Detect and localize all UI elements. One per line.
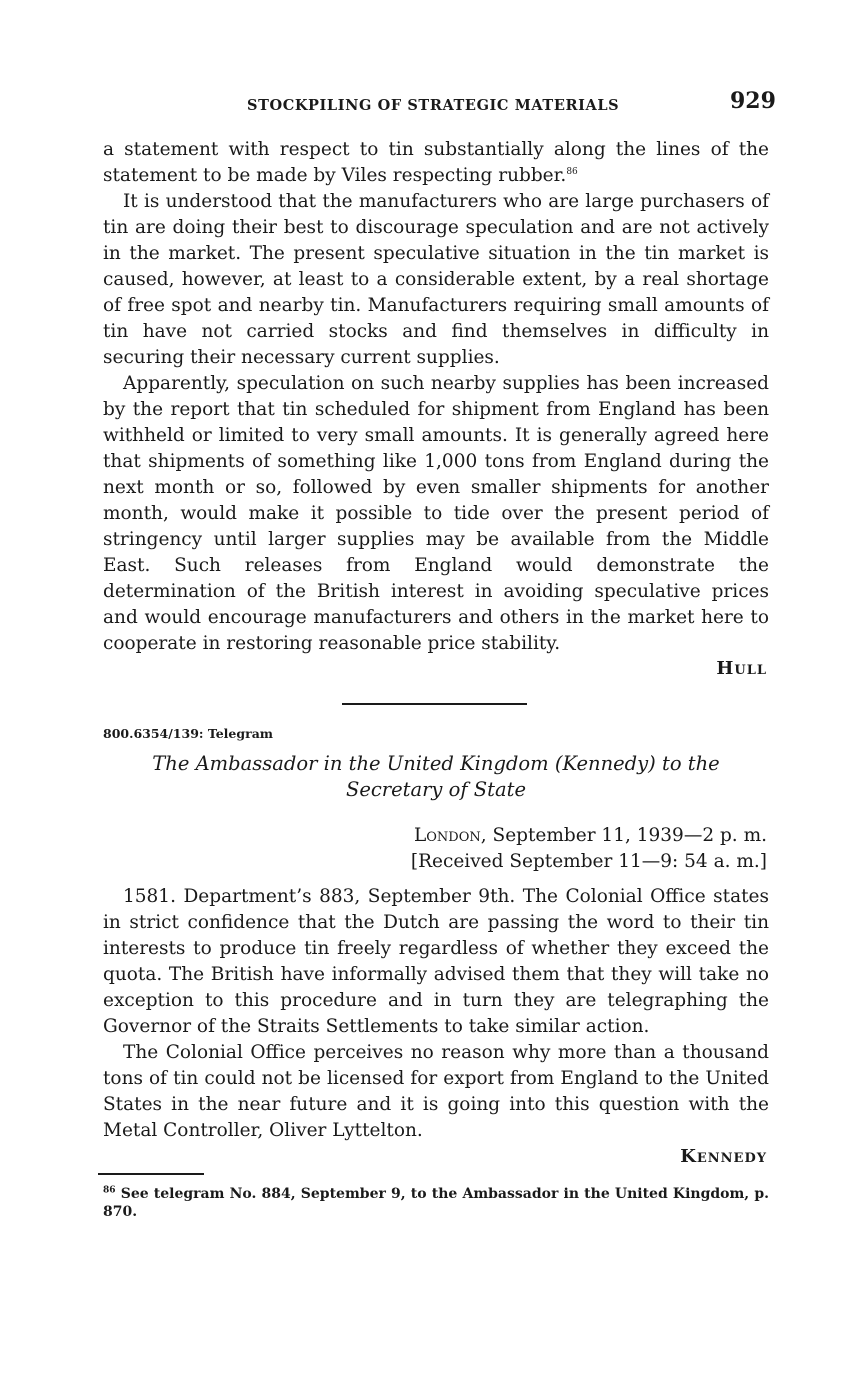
footnote-text: See telegram No. 884, September 9, to the Ambassador in the United Kingdom, p. 870.: [103, 1186, 770, 1220]
telegram-body: [103, 884, 769, 1144]
signature-kennedy: Kennedy: [680, 1146, 767, 1167]
telegram-paragraph-1: 1581. Department’s 883, September 9th. The Colonial Office states in strict confidence that the Dutch are passing the word to their tin interests to produce tin freely regardless of whether they exceed the quota. The British have informally advised them that they will take no exception to this procedure and in turn they are telegraphing the Governor of the Straits Settlements to take similar action.: [103, 886, 769, 1037]
telegram-paragraph-2: The Colonial Office perceives no reason why more than a thousand tons of tin could not be licensed for export from England to the United States in the near future and it is going into this question with the Metal Controller, Oliver Lyttelton.: [103, 1042, 769, 1141]
paragraph-1-text: a statement with respect to tin substantially along the lines of the statement to be made by Viles respecting rubber.: [103, 139, 769, 186]
paragraph-2: It is understood that the manufacturers who are large purchasers of tin are doing their best to discourage speculation and are not actively in the market. The present speculative situation in the tin market is caused, however, at least to a considerable extent, by a real shortage of free spot and nearby tin. Manufacturers requiring small amounts of tin have not carried stocks and find themselves in difficulty in securing their necessary current supplies.: [103, 191, 769, 368]
dateline: [327, 823, 767, 875]
footnote-ref: 86: [566, 166, 578, 177]
footnote: [103, 1185, 769, 1221]
section-divider: [342, 703, 527, 705]
running-title: STOCKPILING OF STRATEGIC MATERIALS: [247, 97, 620, 114]
dateline-date: , September 11, 1939—2 p. m.: [480, 825, 767, 846]
dateline-received: [Received September 11—9: 54 a. m.]: [410, 851, 767, 872]
paragraph-1: [103, 137, 769, 189]
file-reference: 800.6354/139: Telegram: [103, 726, 274, 741]
dateline-sent: [327, 823, 767, 849]
paragraph-3: Apparently, speculation on such nearby supplies has been increased by the report that tin scheduled for shipment from England has been withheld or limited to very small amounts. It is generally agreed here that shipments of something like 1,000 tons from England during the next month or so, followed by even smaller shipments for another month, would make it possible to tide over the present period of stringency until larger supplies may be available from the Middle East. Such releases from England would demonstrate the determination of the British interest in avoiding speculative prices and would encourage manufacturers and others in the market here to cooperate in restoring reasonable price stability.: [103, 373, 769, 654]
signature-hull: Hull: [716, 658, 767, 679]
footnote-divider: [98, 1173, 204, 1175]
page-number: 929: [730, 88, 776, 114]
document-title: The Ambassador in the United Kingdom (Kennedy) to the Secretary of State: [152, 752, 720, 801]
footnote-marker: 86: [103, 1185, 116, 1196]
dateline-place: London: [413, 825, 481, 846]
section-previous-document: [103, 137, 769, 657]
